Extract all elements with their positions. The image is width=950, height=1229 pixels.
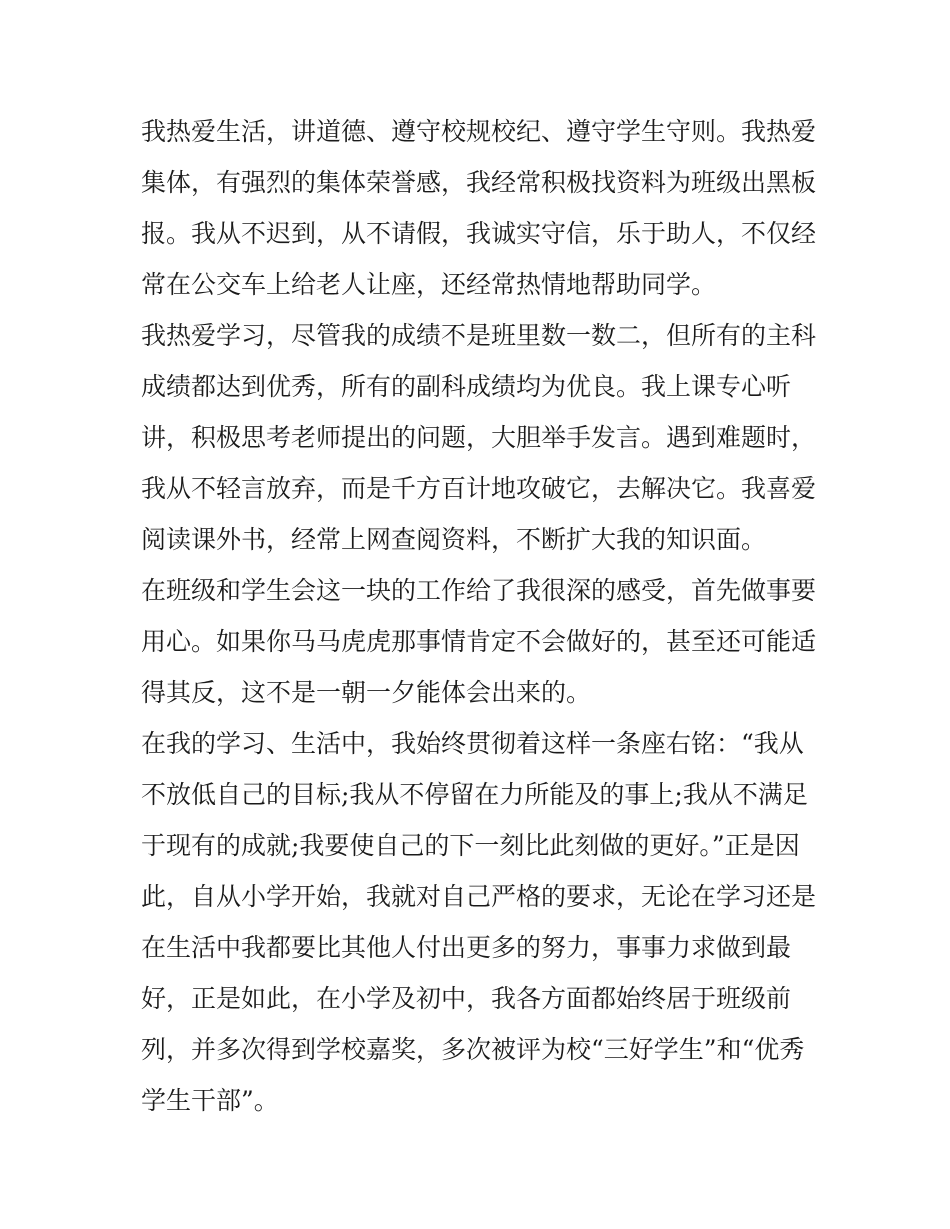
text-line: 我热爱生活，讲道德、遵守校规校纪、遵守学生守则。我热爱 xyxy=(141,117,817,146)
text-line: 报。我从不迟到，从不请假，我诚实守信，乐于助人，不仅经 xyxy=(141,219,817,248)
paragraph-1 xyxy=(141,106,821,310)
paragraph-4 xyxy=(141,718,821,1126)
text-line: 阅读课外书，经常上网查阅资料，不断扩大我的知识面。 xyxy=(141,525,767,554)
text-line: 讲，积极思考老师提出的问题，大胆举手发言。遇到难题时， xyxy=(141,423,817,452)
text-line: 于现有的成就;我要使自己的下一刻比此刻做的更好。”正是因 xyxy=(141,831,800,860)
text-line: 得其反，这不是一朝一夕能体会出来的。 xyxy=(141,678,592,707)
document-body xyxy=(141,106,821,1126)
text-line: 集体，有强烈的集体荣誉感，我经常积极找资料为班级出黑板 xyxy=(141,168,817,197)
text-line: 不放低自己的目标;我从不停留在力所能及的事上;我从不满足 xyxy=(141,780,808,809)
text-line: 在生活中我都要比其他人付出更多的努力，事事力求做到最 xyxy=(141,933,792,962)
text-line: 在班级和学生会这一块的工作给了我很深的感受，首先做事要 xyxy=(141,576,817,605)
text-line: 常在公交车上给老人让座，还经常热情地帮助同学。 xyxy=(141,270,717,299)
paragraph-3 xyxy=(141,565,821,718)
text-line: 列，并多次得到学校嘉奖，多次被评为校“三好学生”和“优秀 xyxy=(141,1035,805,1064)
text-line: 好，正是如此，在小学及初中，我各方面都始终居于班级前 xyxy=(141,984,792,1013)
paragraph-2 xyxy=(141,310,821,565)
text-line: 学生干部”。 xyxy=(141,1086,279,1115)
text-line: 成绩都达到优秀，所有的副科成绩均为优良。我上课专心听 xyxy=(141,372,792,401)
text-line: 在我的学习、生活中，我始终贯彻着这样一条座右铭：“我从 xyxy=(141,729,804,758)
text-line: 我从不轻言放弃，而是千方百计地攻破它，去解决它。我喜爱 xyxy=(141,474,817,503)
text-line: 用心。如果你马马虎虎那事情肯定不会做好的，甚至还可能适 xyxy=(141,627,817,656)
text-line: 我热爱学习，尽管我的成绩不是班里数一数二，但所有的主科 xyxy=(141,321,817,350)
text-line: 此，自从小学开始，我就对自己严格的要求，无论在学习还是 xyxy=(141,882,817,911)
